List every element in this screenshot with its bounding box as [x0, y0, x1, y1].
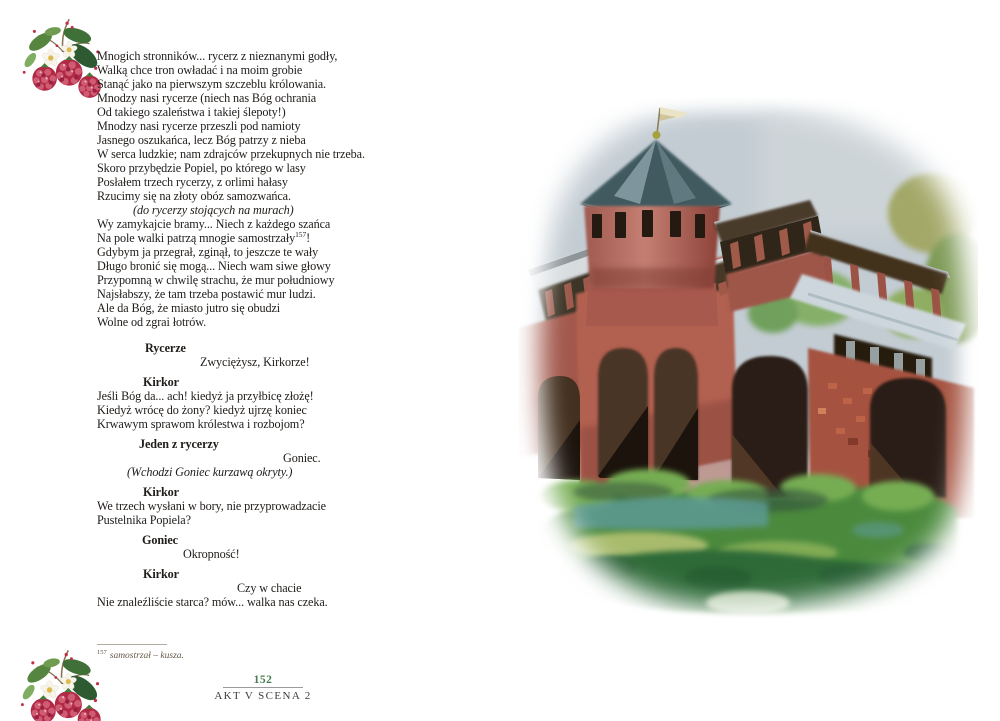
verse-line: Od takiego szaleństwa i takiej ślepoty!) [97, 105, 286, 119]
page-number: 152 [253, 674, 273, 686]
verse-line: Zwyciężysz, Kirkorze! [200, 355, 310, 369]
verse-line: Mnogich stronników... rycerz z nieznanymi godły, [97, 49, 338, 63]
speaker-name: Jeden z rycerzy [139, 437, 219, 451]
footer-rule [223, 687, 303, 688]
verse-line: Walką chce tron owładać i na moim grobie [97, 63, 303, 77]
verse-line: Gdybym ja przegrał, zginął, to jeszcze te wały [97, 245, 319, 259]
verse-line: Pustelnika Popiela? [97, 513, 191, 527]
verse-line: W serca ludzkie; nam zdrajców przekupnych nie trzeba. [97, 147, 365, 161]
footnote [97, 644, 184, 661]
verse-line: Kiedyż wrócę do żony? kiedyż ujrzę koniec [97, 403, 307, 417]
verse-line: Rzucimy się na złoty obóz samozwańca. [97, 189, 291, 203]
verse-line: Jasnego oszukańca, lecz Bóg patrzy z nieba [97, 133, 306, 147]
verse-line: Najsłabszy, że tam trzeba postawić mur ludzi. [97, 287, 316, 301]
verse-line: Skoro przybędzie Popiel, po którego w lasy [97, 161, 306, 175]
stage-direction: (do rycerzy stojących na murach) [133, 203, 294, 217]
castle-illustration [518, 98, 978, 618]
verse-line: Długo bronić się mogą... Niech wam siwe głowy [97, 259, 331, 273]
section-title: AKT V SCENA 2 [214, 690, 312, 702]
verse-line: Mnodzy nasi rycerze przeszli pod namioty [97, 119, 301, 133]
verse-line: Ale da Bóg, że miasto jutro się obudzi [97, 301, 281, 315]
verse-line: Jeśli Bóg da... ach! kiedyż ja przyłbicę złożę! [97, 389, 314, 403]
verse-line: Wolne od zgrai łotrów. [97, 315, 207, 329]
verse-line: Mnodzy nasi rycerze (niech nas Bóg ochrania [97, 91, 317, 105]
footnote-marker: 157 [97, 649, 107, 656]
verse-line: Stanąć jako na pierwszym szczeblu królowania. [97, 77, 327, 91]
play-text [97, 49, 477, 609]
verse-line: Krwawym sprawom królestwa i rozbojom? [97, 417, 305, 431]
verse-line: Na pole walki patrzą mnogie samostrzały$^{157}$! [97, 229, 311, 245]
footnote-text: $^{157}$ samostrzał – kusza. [97, 649, 184, 662]
raspberry-decoration-top [16, 10, 108, 106]
speaker-name: Kirkor [143, 567, 179, 581]
speaker-name: Rycerze [145, 341, 186, 355]
verse-line: Przypomną w chwilę strachu, że mur południowy [97, 273, 335, 287]
speaker-name: Goniec [142, 533, 178, 547]
speaker-name: Kirkor [143, 375, 179, 389]
verse-line: Posłałem trzech rycerzy, z orlimi hałasy [97, 175, 288, 189]
verse-line: We trzech wysłani w bory, nie przyprowadzacie [97, 499, 326, 513]
page-footer [97, 674, 429, 702]
verse-line: Okropność! [183, 547, 240, 561]
speaker-name: Kirkor [143, 485, 179, 499]
verse-line: Nie znaleźliście starca? mów... walka nas czeka. [97, 595, 328, 609]
verse-line: Wy zamykajcie bramy... Niech z każdego szańca [97, 217, 331, 231]
verse-line: Czy w chacie [237, 581, 302, 595]
stage-direction: (Wchodzi Goniec kurzawą okryty.) [127, 465, 293, 479]
grass [538, 469, 958, 615]
verse-line: Goniec. [283, 451, 321, 465]
raspberry-decoration-bottom [14, 642, 108, 721]
